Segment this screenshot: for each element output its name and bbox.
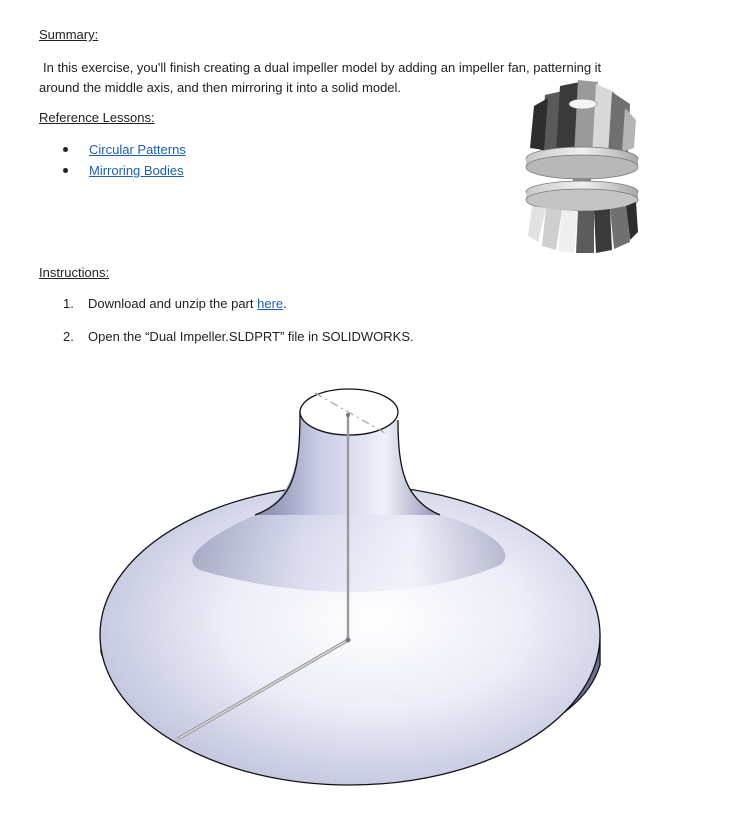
mirroring-bodies-link[interactable]: Mirroring Bodies — [89, 163, 184, 178]
reference-list — [63, 139, 186, 181]
step-number: 1. — [63, 296, 74, 311]
summary-text — [39, 58, 699, 98]
download-here-link[interactable]: here — [257, 296, 284, 311]
summary-text-line-2: around the middle axis, and then mirroring it into a solid model. — [39, 80, 402, 95]
list-item — [63, 329, 414, 344]
instructions-heading: Instructions: — [39, 265, 110, 280]
reference-heading: Reference Lessons: — [39, 110, 155, 125]
step-text: Open the “Dual Impeller.SLDPRT” file in SOLIDWORKS. — [88, 329, 414, 344]
step-text: Download and unzip the part here. — [88, 296, 287, 311]
instructions-list — [63, 296, 414, 344]
summary-heading: Summary: — [39, 27, 99, 42]
summary-text-line-1: In this exercise, you'll finish creating a dual impeller model by adding an impeller fan, patterning it — [43, 60, 602, 75]
list-item — [63, 296, 414, 311]
circular-patterns-link[interactable]: Circular Patterns — [89, 142, 186, 157]
bullet-icon — [63, 147, 68, 152]
list-item — [63, 160, 186, 181]
list-item — [63, 139, 186, 160]
step-number: 2. — [63, 329, 74, 344]
bullet-icon — [63, 168, 68, 173]
